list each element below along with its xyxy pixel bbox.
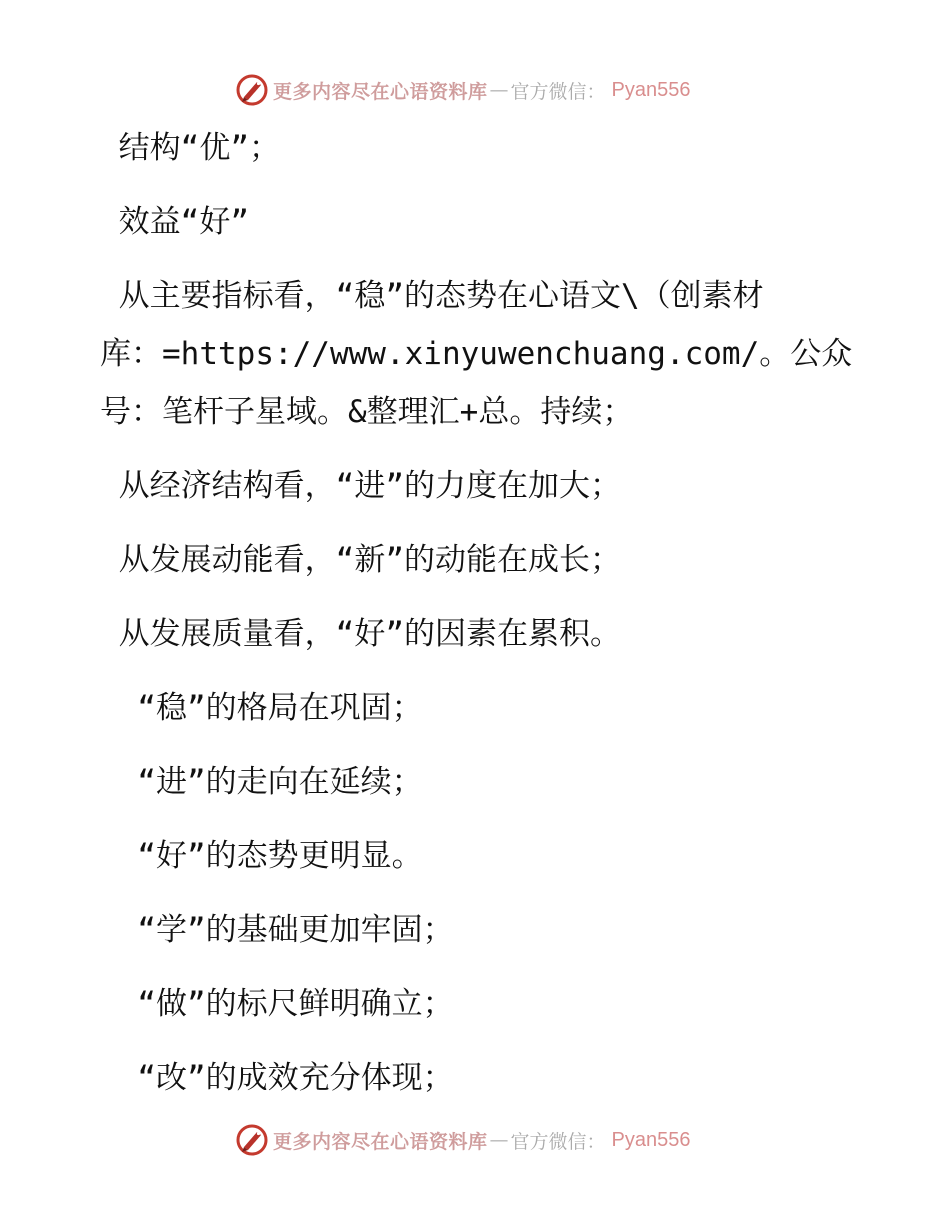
watermark-wechat-label: 官方微信： <box>510 80 606 103</box>
text-line: 从发展动能看，“新”的动能在成长； <box>100 542 621 578</box>
watermark-wechat-label: 官方微信： <box>510 1130 606 1153</box>
text-line: 从主要指标看，“稳”的态势在心语文\（创素材 <box>100 278 764 314</box>
text-line: 库：=https://www.xinyuwenchuang.com/。公众 <box>100 336 853 372</box>
footer-watermark <box>235 1122 691 1158</box>
header-watermark <box>235 72 691 108</box>
text-line: 从经济结构看，“进”的力度在加大； <box>100 468 621 504</box>
text-line: “学”的基础更加牢固； <box>100 912 454 948</box>
watermark-dash: — <box>489 1129 509 1151</box>
watermark-dash: — <box>489 79 509 101</box>
text-line: 效益“好” <box>100 204 249 240</box>
watermark-wechat-id: Pyan556 <box>611 78 691 101</box>
text-line: “做”的标尺鲜明确立； <box>100 986 454 1022</box>
text-line: “改”的成效充分体现； <box>100 1060 454 1096</box>
text-line: 号：笔杆子星域。&整理汇+总。持续； <box>100 394 634 430</box>
text-line: 从发展质量看，“好”的因素在累积。 <box>100 616 621 652</box>
pen-logo-icon <box>235 1123 269 1157</box>
watermark-wechat-id: Pyan556 <box>611 1128 691 1151</box>
text-line: “好”的态势更明显。 <box>100 838 423 874</box>
pen-logo-icon <box>235 73 269 107</box>
text-line: “稳”的格局在巩固； <box>100 690 423 726</box>
watermark-site-text: 更多内容尽在心语资料库 <box>273 80 488 103</box>
watermark-site-text: 更多内容尽在心语资料库 <box>273 1130 488 1153</box>
text-line: “进”的走向在延续； <box>100 764 423 800</box>
text-line: 结构“优”； <box>100 130 280 166</box>
